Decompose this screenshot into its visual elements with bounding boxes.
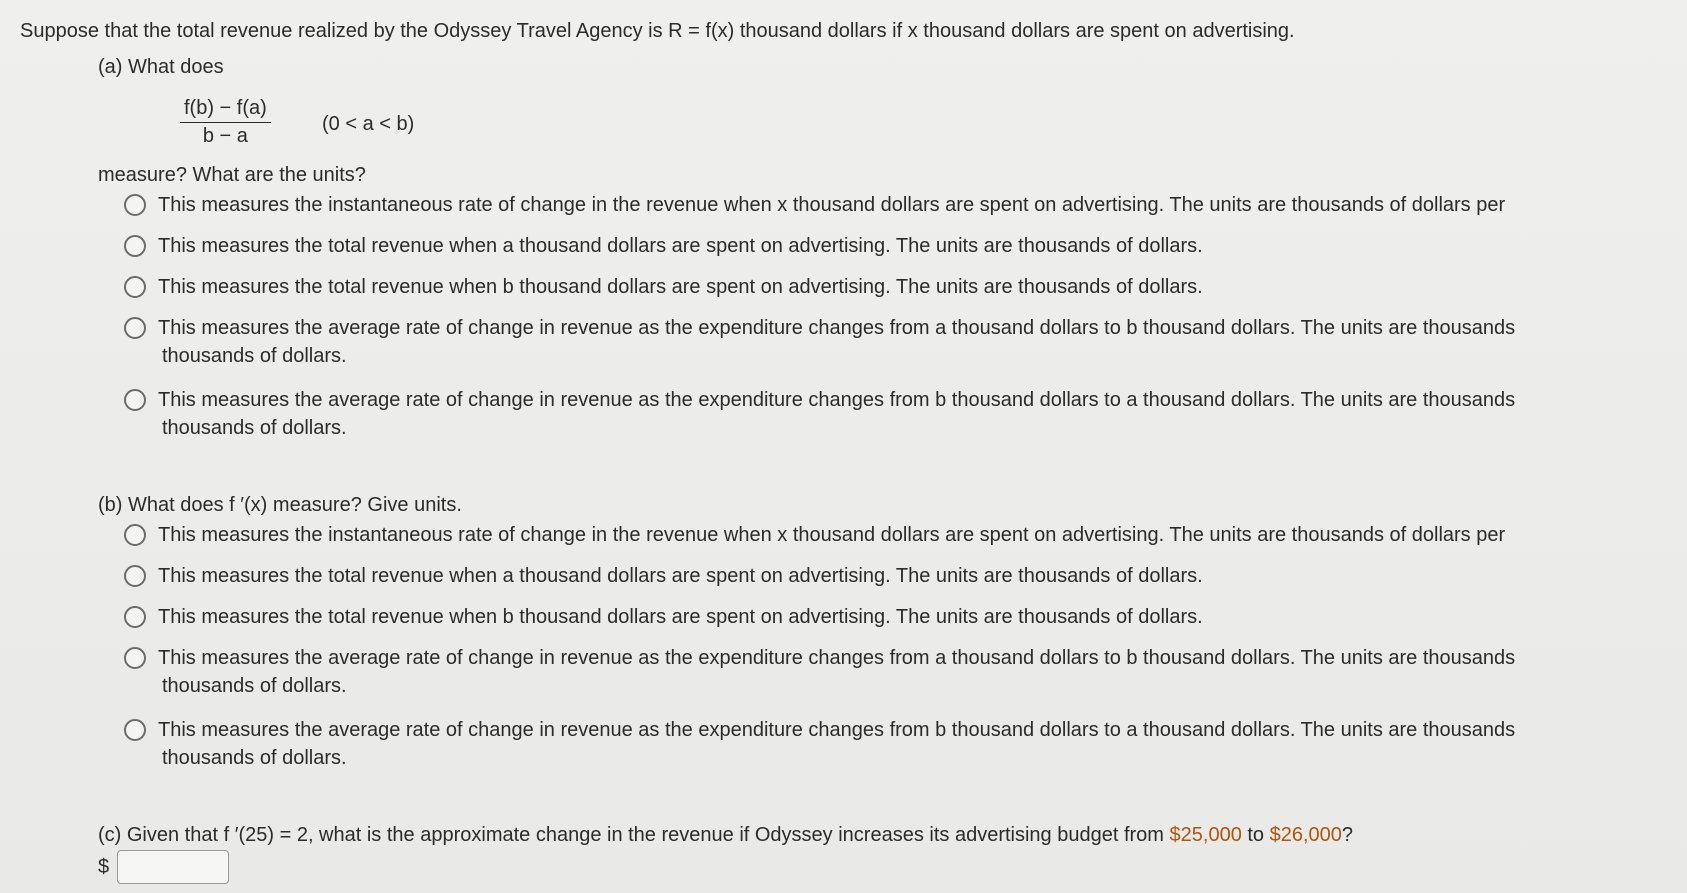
- option-text: This measures the total revenue when a thousand dollars are spent on advertising. The units are thousands of dollars.: [158, 565, 1203, 587]
- option-text-continued: thousands of dollars.: [162, 675, 347, 697]
- option-text: This measures the instantaneous rate of change in the revenue when x thousand dollars are spent on advertising. The units are thousands of dollars per: [158, 524, 1506, 546]
- radio-button[interactable]: [124, 647, 146, 669]
- option-text: This measures the instantaneous rate of change in the revenue when x thousand dollars are spent on advertising. The units are thousands of dollars per: [158, 194, 1506, 216]
- part-c-question: [98, 824, 1353, 847]
- fraction-numerator: f(b) − f(a): [180, 97, 271, 123]
- radio-button[interactable]: [124, 606, 146, 628]
- part-b-option-2[interactable]: [124, 562, 1203, 590]
- difference-quotient: [180, 97, 271, 148]
- option-text: This measures the average rate of change in revenue as the expenditure changes from a thousand dollars to b thousand dollars. The units are thousands: [158, 647, 1516, 669]
- part-b-option-3[interactable]: [124, 603, 1203, 631]
- radio-button[interactable]: [124, 235, 146, 257]
- fraction-condition: (0 < a < b): [322, 113, 415, 135]
- radio-button[interactable]: [124, 194, 146, 216]
- radio-button[interactable]: [124, 719, 146, 741]
- question-intro: Suppose that the total revenue realized by the Odyssey Travel Agency is R = f(x) thousand dollars if x thousand dollars are spent on advertising.: [20, 20, 1295, 42]
- part-a-option-3[interactable]: [124, 273, 1203, 301]
- radio-button[interactable]: [124, 565, 146, 587]
- amount-from: $25,000: [1169, 824, 1242, 846]
- option-text: This measures the average rate of change in revenue as the expenditure changes from a thousand dollars to b thousand dollars. The units are thousands: [158, 317, 1516, 339]
- part-a-option-4[interactable]: [124, 314, 1515, 370]
- option-text-continued: thousands of dollars.: [162, 345, 347, 367]
- part-b-option-1[interactable]: [124, 521, 1505, 549]
- part-a-label: (a) What does: [98, 56, 224, 78]
- option-text: This measures the average rate of change in revenue as the expenditure changes from b thousand dollars to a thousand dollars. The units are thousands: [158, 389, 1516, 411]
- part-b-option-5[interactable]: [124, 716, 1515, 772]
- radio-button[interactable]: [124, 317, 146, 339]
- option-text: This measures the average rate of change in revenue as the expenditure changes from b thousand dollars to a thousand dollars. The units are thousands: [158, 719, 1516, 741]
- option-text: This measures the total revenue when a thousand dollars are spent on advertising. The units are thousands of dollars.: [158, 235, 1203, 257]
- question-mark: ?: [1341, 824, 1354, 846]
- answer-input[interactable]: [117, 850, 229, 884]
- option-text-continued: thousands of dollars.: [162, 417, 347, 439]
- radio-button[interactable]: [124, 389, 146, 411]
- part-a-follow: measure? What are the units?: [98, 164, 366, 186]
- option-text: This measures the total revenue when b thousand dollars are spent on advertising. The units are thousands of dollars.: [158, 276, 1203, 298]
- part-a-option-1[interactable]: [124, 191, 1505, 219]
- part-c-text: (c) Given that f ′(25) = 2, what is the approximate change in the revenue if Odyssey increases its advertising budget from: [98, 824, 1164, 846]
- answer-row: [98, 850, 229, 884]
- radio-button[interactable]: [124, 524, 146, 546]
- part-a-option-5[interactable]: [124, 386, 1515, 442]
- part-a-option-2[interactable]: [124, 232, 1203, 260]
- part-b-label: (b) What does f ′(x) measure? Give units.: [98, 494, 462, 516]
- option-text-continued: thousands of dollars.: [162, 747, 347, 769]
- fraction-denominator: b − a: [202, 125, 248, 147]
- option-text: This measures the total revenue when b thousand dollars are spent on advertising. The units are thousands of dollars.: [158, 606, 1203, 628]
- to-word: to: [1247, 824, 1265, 846]
- currency-symbol: $: [98, 855, 110, 878]
- part-b-option-4[interactable]: [124, 644, 1515, 700]
- amount-to: $26,000: [1269, 824, 1342, 846]
- radio-button[interactable]: [124, 276, 146, 298]
